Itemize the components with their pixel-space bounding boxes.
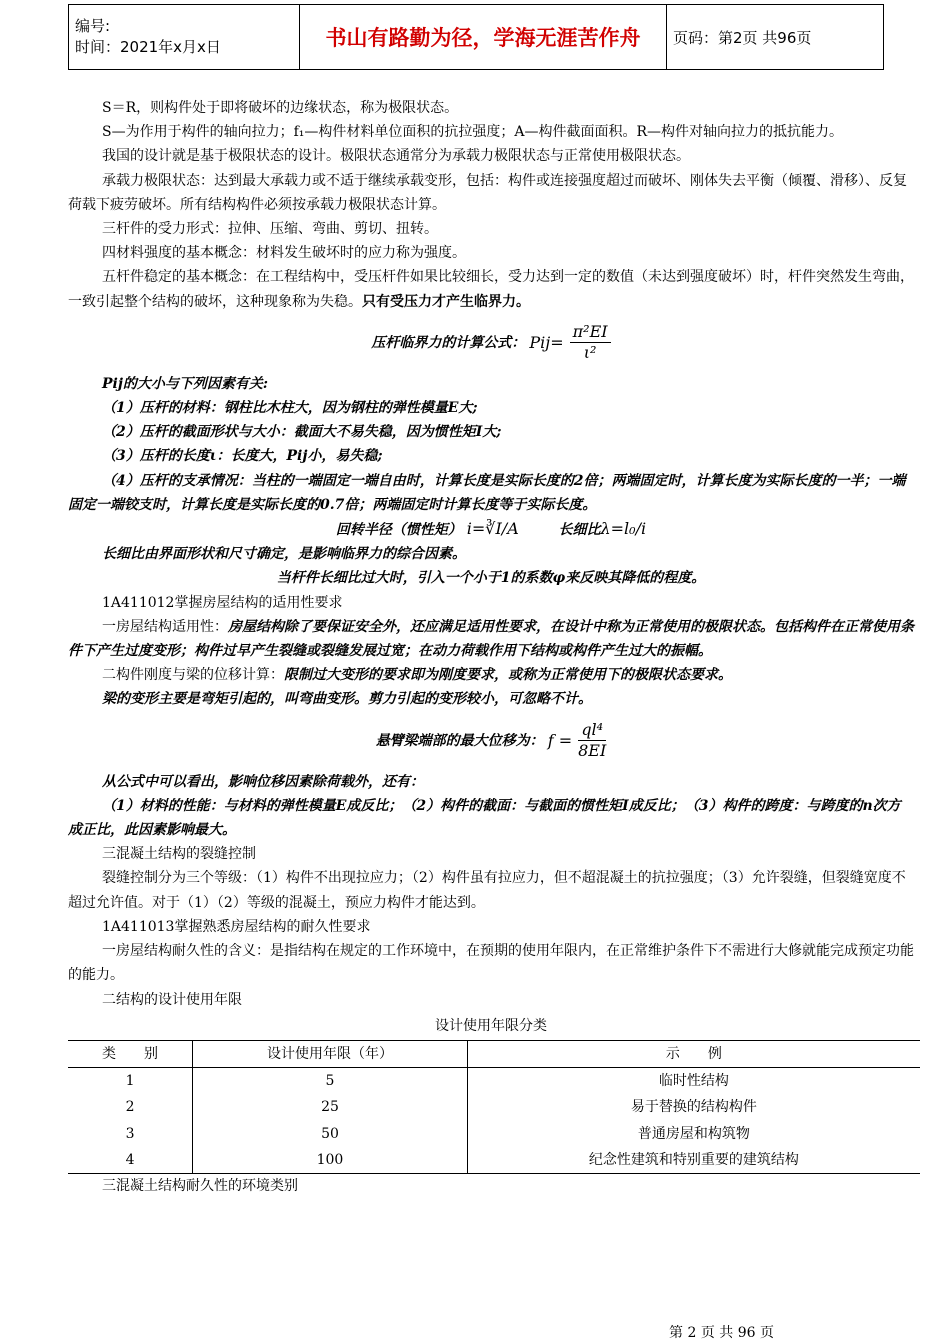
table-row [68, 1121, 920, 1147]
paragraph: 四材料强度的基本概念：材料发生破坏时的应力称为强度。 [102, 245, 466, 262]
section-heading: 1A411013掌握熟悉房屋结构的耐久性要求 [102, 918, 371, 935]
column-header: 设计使用年限（年） [193, 1040, 468, 1067]
formula-lhs: f = [547, 730, 573, 750]
stiffness-label: 二构件刚度与梁的位移计算： [102, 667, 284, 684]
formula-lhs: Pij= [529, 332, 564, 352]
paragraph [68, 265, 914, 313]
formula-fraction [570, 322, 611, 363]
table-header-row [68, 1040, 920, 1067]
paragraph: （1）材料的性能：与材料的弹性模量E成反比；（2）构件的截面：与截面的惯性矩I成反比；（3）构件的跨度：与跨度的n次方成正比，此因素影响最大。 [68, 797, 901, 839]
paragraph: 裂缝控制分为三个等级：（1）构件不出现拉应力；（2）构件虽有拉应力，但不超混凝土的抗拉强度；（3）允许裂缝，但裂缝宽度不超过允许值。对于（1）（2）等级的混凝土，预应力构件才能达到。 [68, 870, 906, 911]
page-header [68, 4, 884, 70]
number-label: 编号: [75, 17, 111, 35]
formula-numerator: π²EI [570, 322, 611, 343]
header-meta [69, 5, 300, 70]
table-cell: 100 [193, 1147, 468, 1174]
table-cell: 4 [68, 1147, 193, 1174]
header-motto: 书山有路勤为径，学海无涯苦作舟 [300, 5, 667, 70]
table-cell: 3 [125, 1125, 135, 1142]
paragraph: （3）压杆的长度ι：长度大，Pij小，易失稳; [102, 448, 383, 465]
radius-label: 回转半径（惯性矩） [335, 522, 462, 539]
paragraph: 梁的变形主要是弯矩引起的，叫弯曲变形。剪力引起的变形较小，可忽略不计。 [102, 691, 592, 708]
table-cell: 普通房屋和构筑物 [467, 1121, 920, 1147]
paragraph: 长细比由界面形状和尺寸确定，是影响临界力的综合因素。 [102, 546, 466, 563]
critical-force-formula [68, 314, 914, 372]
table-cell: 2 [125, 1099, 135, 1116]
paragraph: S＝R，则构件处于即将破坏的边缘状态，称为极限状态。 [102, 100, 459, 116]
stability-emphasis: 只有受压力才产生临界力。 [362, 293, 530, 310]
formula-numerator: ql⁴ [578, 720, 606, 741]
paragraph: 三混凝土结构耐久性的环境类别 [102, 1177, 298, 1194]
paragraph: （2）压杆的截面形状与大小：截面大不易失稳，因为惯性矩I大; [102, 424, 502, 441]
formula-denominator: 8EI [578, 741, 607, 761]
slenderness-label: 长细比 [558, 522, 601, 539]
formula-label: 悬臂梁端部的最大位移为： [375, 732, 544, 749]
stiffness-text: 限制过大变形的要求即为刚度要求，或称为正常使用下的极限状态要求。 [284, 667, 732, 684]
formula-fraction [578, 720, 606, 761]
paragraph: 三混凝土结构的裂缝控制 [102, 846, 256, 863]
table-cell: 纪念性建筑和特别重要的建筑结构 [467, 1147, 920, 1174]
radius-slenderness-line [68, 517, 914, 542]
table-cell: 50 [193, 1121, 468, 1147]
cantilever-formula [68, 712, 914, 770]
stability-text: 五杆件稳定的基本概念：在工程结构中，受压杆件如果比较细长，受力达到一定的数值（未达到强度破坏）时，杆件突然发生弯曲，一致引起整个结构的破坏，这种现象称为失稳。 [68, 269, 914, 310]
table-cell: 1 [125, 1073, 135, 1090]
paragraph: 从公式中可以看出，影响位移因素除荷载外，还有： [102, 773, 424, 790]
table-cell: 25 [193, 1094, 468, 1120]
table-row [68, 1068, 920, 1095]
table-row [68, 1147, 920, 1174]
applicability-label: 一房屋结构适用性： [102, 618, 228, 635]
table-title: 设计使用年限分类 [435, 1017, 547, 1034]
formula-label: 压杆临界力的计算公式： [371, 334, 526, 351]
paragraph: （4）压杆的支承情况：当柱的一端固定一端自由时，计算长度是实际长度的2倍；两端固定时，计算长度为实际长度的一半；一端固定一端铰支时，计算长度是实际长度的0.7倍；两端固定时计算长度等于实际长度。 [68, 472, 906, 513]
applicability-text: 房屋结构除了要保证安全外，还应满足适用性要求，在设计中称为正常使用的极限状态。包括构件在正常使用条件下产生过度变形；构件过早产生裂缝或裂缝发展过宽；在动力荷载作用下结构或构件产生过大的振幅。 [68, 618, 914, 660]
paragraph: 二结构的设计使用年限 [102, 991, 242, 1008]
column-header: 示 例 [467, 1040, 920, 1067]
header-page-label: 页码：第2页 共96页 [667, 5, 884, 70]
table-row [68, 1094, 920, 1120]
column-header: 类 别 [68, 1040, 193, 1067]
formula-denominator: ι² [583, 343, 597, 363]
paragraph: Pij的大小与下列因素有关: [102, 375, 269, 392]
paragraph: 承载力极限状态：达到最大承载力或不适于继续承载变形，包括：构件或连接强度超过而破坏、刚体失去平衡（倾覆、滑移）、反复荷载下疲劳破坏。所有结构构件必须按承载力极限状态计算。 [68, 172, 907, 213]
service-life-table [68, 1040, 920, 1174]
document-body [68, 96, 914, 1198]
section-heading: 1A411012掌握房屋结构的适用性要求 [102, 594, 343, 611]
table-cell: 易于替换的结构构件 [467, 1094, 920, 1120]
table-cell: 5 [193, 1068, 468, 1095]
radius-formula: i=∛I/A [466, 519, 519, 539]
paragraph: 我国的设计就是基于极限状态的设计。极限状态通常分为承载力极限状态与正常使用极限状态。 [102, 148, 690, 165]
time-label: 时间：2021年x月x日 [75, 38, 221, 56]
paragraph [68, 663, 914, 687]
page-footer [0, 1322, 950, 1342]
slenderness-formula: λ=l₀/i [600, 519, 647, 539]
paragraph [68, 615, 914, 663]
table-cell: 临时性结构 [467, 1068, 920, 1095]
paragraph: （1）压杆的材料：钢柱比木柱大，因为钢柱的弹性模量E大; [102, 400, 478, 417]
footer-page-number: 第 2 页 共 96 页 [669, 1325, 774, 1341]
paragraph: 三杆件的受力形式：拉伸、压缩、弯曲、剪切、扭转。 [102, 221, 438, 238]
paragraph: 一房屋结构耐久性的含义：是指结构在规定的工作环境中，在预期的使用年限内，在正常维护条件下不需进行大修就能完成预定功能的能力。 [68, 943, 914, 984]
paragraph: S—为作用于构件的轴向拉力；f₁—构件材料单位面积的抗拉强度；A—构件截面面积。R—构件对轴向拉力的抵抗能力。 [102, 124, 844, 141]
paragraph: 当杆件长细比过大时，引入一个小于1的系数φ来反映其降低的程度。 [276, 570, 706, 587]
